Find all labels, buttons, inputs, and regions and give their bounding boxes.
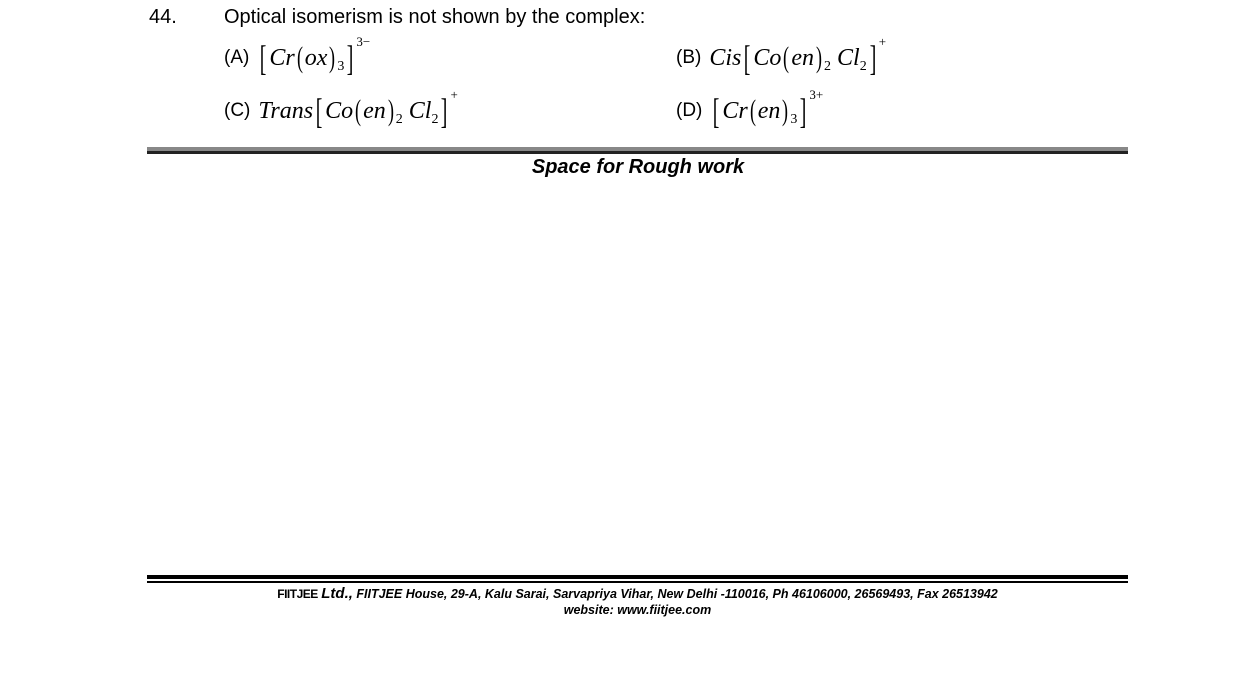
option-b-halide-sub: 2 bbox=[859, 59, 867, 74]
footer bbox=[147, 586, 1128, 618]
option-b-label: (B) bbox=[676, 47, 702, 68]
option-d-charge: 3+ bbox=[809, 87, 824, 102]
option-b-charge: + bbox=[878, 34, 887, 49]
option-c-label: (C) bbox=[224, 100, 251, 121]
footer-address-line bbox=[147, 586, 1128, 602]
option-c-prefix: Trans bbox=[258, 97, 314, 124]
option-d-formula: [ Cr ( en ) 3 ] 3+ bbox=[713, 87, 824, 131]
option-c-charge: + bbox=[450, 87, 458, 102]
option-c-ligand: en bbox=[363, 97, 386, 124]
option-b-halide: Cl bbox=[837, 44, 860, 71]
option-d-metal: Cr bbox=[722, 97, 748, 124]
option-b[interactable] bbox=[676, 34, 887, 78]
footer-brand: FIITJEE bbox=[277, 587, 318, 601]
top-divider bbox=[147, 147, 1128, 154]
option-a-label: (A) bbox=[224, 47, 250, 68]
option-b-prefix: Cis bbox=[709, 44, 742, 71]
option-b-formula: Cis [ Co ( en ) 2 Cl 2 ] + bbox=[709, 34, 887, 78]
option-a-formula: [ Cr ( ox ) 3 ] 3− bbox=[260, 34, 371, 78]
option-d-ligand-sub: 3 bbox=[790, 112, 798, 127]
option-c-formula: Trans [ Co ( en ) 2 Cl 2 ] + bbox=[258, 87, 458, 131]
bottom-divider bbox=[147, 575, 1128, 583]
option-a-metal: Cr bbox=[269, 44, 295, 71]
option-d-ligand: en bbox=[757, 97, 781, 124]
option-a-ligand: ox bbox=[304, 44, 328, 71]
option-c-metal: Co bbox=[325, 97, 354, 124]
rough-work-heading: Space for Rough work bbox=[531, 156, 745, 178]
option-b-ligand: en bbox=[791, 44, 815, 71]
option-c-ligand-sub: 2 bbox=[395, 112, 403, 127]
option-c-halide: Cl bbox=[408, 97, 432, 124]
option-a-ligand-sub: 3 bbox=[337, 59, 345, 74]
question-text: Optical isomerism is not shown by the complex: bbox=[224, 6, 646, 28]
option-d-label: (D) bbox=[676, 100, 703, 121]
option-a-charge: 3− bbox=[356, 34, 371, 49]
option-c[interactable] bbox=[224, 87, 458, 131]
option-c-halide-sub: 2 bbox=[431, 112, 439, 127]
question-number: 44. bbox=[149, 6, 177, 28]
option-d[interactable] bbox=[676, 87, 824, 131]
option-b-metal: Co bbox=[753, 44, 782, 71]
footer-ltd: Ltd., bbox=[321, 585, 353, 602]
footer-address: FIITJEE House, 29-A, Kalu Sarai, Sarvapriya Vihar, New Delhi -110016, Ph 46106000, 26569493, Fax 26513942 bbox=[356, 587, 998, 601]
option-b-ligand-sub: 2 bbox=[824, 59, 832, 74]
footer-website: website: www.fiitjee.com bbox=[563, 603, 712, 617]
option-a[interactable] bbox=[224, 34, 371, 78]
